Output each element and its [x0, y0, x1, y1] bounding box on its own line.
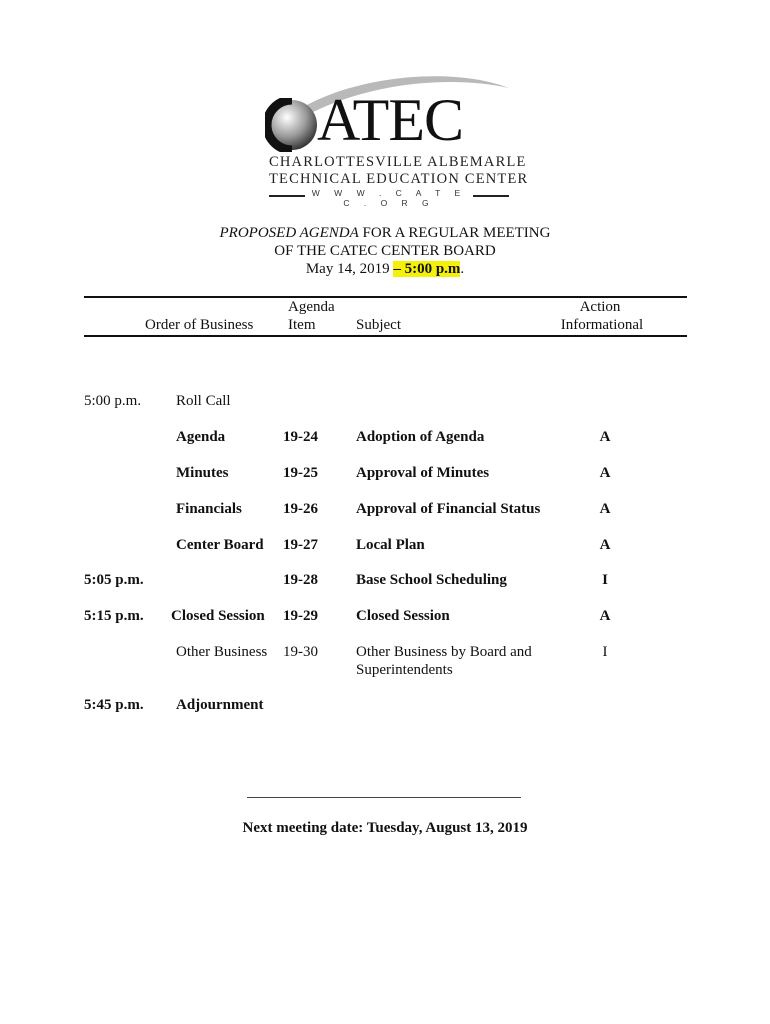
row-order-of-business: Financials — [176, 501, 242, 517]
row-subject: Closed Session — [356, 608, 450, 624]
row-agenda-item: 19-25 — [283, 465, 318, 481]
row-order-of-business: Minutes — [176, 465, 229, 481]
row-order-of-business: Center Board — [176, 537, 264, 553]
agenda-title-line-2: OF THE CATEC CENTER BOARD — [274, 243, 496, 259]
row-agenda-item: 19-24 — [283, 429, 318, 445]
row-order-of-business: Other Business — [176, 644, 268, 660]
header-rule-bottom — [84, 335, 687, 337]
next-meeting-date: Next meeting date: Tuesday, August 13, 2019 — [242, 820, 528, 836]
col-order-of-business: Order of Business — [145, 317, 254, 333]
catec-logo — [255, 70, 529, 208]
globe-icon — [265, 98, 319, 152]
row-subject: Base School Scheduling — [356, 572, 507, 588]
row-action: A — [599, 501, 611, 517]
logo-line-1: CHARLOTTESVILLE ALBEMARLE — [269, 154, 527, 170]
row-agenda-item: 19-27 — [283, 537, 318, 553]
row-subject-continued: Superintendents — [356, 662, 453, 678]
row-subject: Approval of Financial Status — [356, 501, 541, 517]
col-action-top: Action — [579, 299, 621, 315]
logo-website: W W W . C A T E C . O R G — [269, 188, 509, 202]
row-time: 5:00 p.m. — [84, 393, 142, 409]
row-action: I — [602, 572, 608, 588]
row-time: 5:45 p.m. — [84, 697, 144, 713]
row-time: 5:15 p.m. — [84, 608, 144, 624]
col-agenda-item-top: Agenda — [288, 299, 335, 315]
meeting-date: May 14, 2019 – 5:00 p.m. — [305, 261, 465, 277]
row-agenda-item: 19-29 — [283, 608, 318, 624]
row-agenda-item: 19-28 — [283, 572, 318, 588]
row-action: A — [599, 465, 611, 481]
row-subject: Other Business by Board and — [356, 644, 532, 660]
row-order-of-business: Adjournment — [176, 697, 264, 713]
row-action: A — [599, 608, 611, 624]
row-time: 5:05 p.m. — [84, 572, 144, 588]
divider-line — [247, 797, 521, 798]
col-subject: Subject — [356, 317, 401, 333]
col-agenda-item-bottom: Item — [288, 317, 316, 333]
row-agenda-item: 19-26 — [283, 501, 318, 517]
row-subject: Approval of Minutes — [356, 465, 490, 481]
row-subject: Adoption of Agenda — [356, 429, 485, 445]
logo-wordmark: ATEC — [317, 87, 463, 153]
row-order-of-business: Roll Call — [176, 393, 231, 409]
agenda-title-line-1: PROPOSED AGENDA FOR A REGULAR MEETING — [219, 225, 551, 241]
row-subject: Local Plan — [356, 537, 425, 553]
row-action: I — [602, 644, 608, 660]
logo-line-2: TECHNICAL EDUCATION CENTER — [269, 171, 529, 187]
row-order-of-business: Agenda — [176, 429, 226, 445]
row-order-of-business: Closed Session — [171, 608, 265, 624]
row-action: A — [599, 537, 611, 553]
row-action: A — [599, 429, 611, 445]
col-action-bottom: Informational — [560, 317, 644, 333]
row-agenda-item: 19-30 — [283, 644, 318, 660]
